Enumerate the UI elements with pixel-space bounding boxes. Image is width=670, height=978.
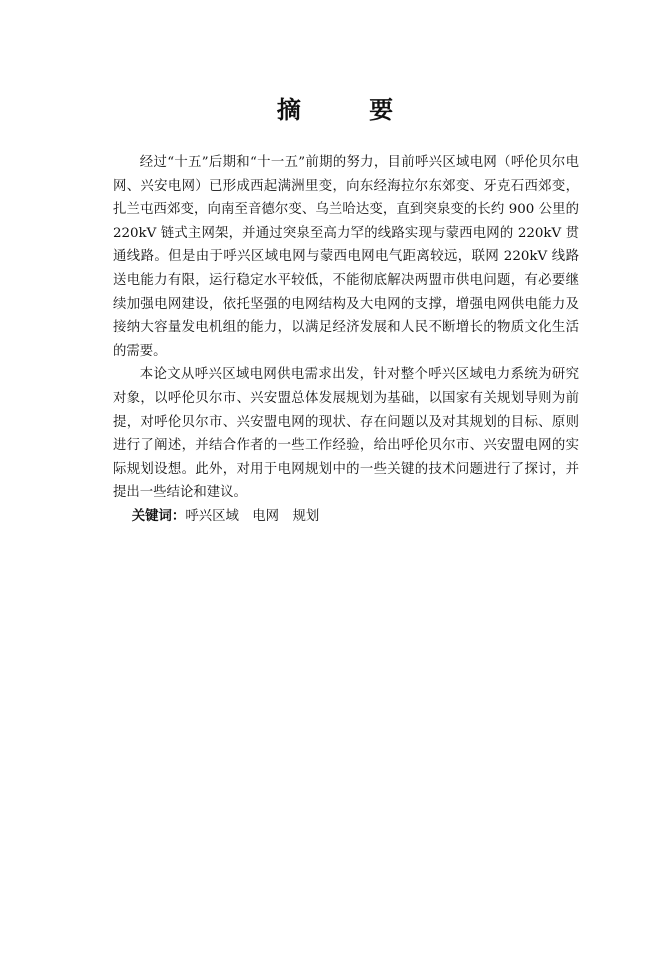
keywords-label: 关键词： [131, 507, 186, 524]
keyword-item: 呼兴区域 [185, 508, 239, 524]
abstract-paragraph-2: 本论文从呼兴区域电网供电需求出发，针对整个呼兴区域电力系统为研究对象，以呼伦贝尔市、兴安盟总体发展规划为基础，以国家有关规划导则为前提，对呼伦贝尔市、兴安盟电网的现状、存在问题以及对其规划的目标、原则进行了阐述，并结合作者的一些工作经验，给出呼伦贝尔市、兴安盟电网的实际规划设想。此外，对用于电网规划中的一些关键的技术问题进行了探讨，并提出一些结论和建议。 [113, 367, 579, 501]
abstract-title: 摘 要 [276, 96, 424, 124]
keyword-item: 规划 [292, 508, 320, 524]
keyword-item: 电网 [252, 508, 280, 524]
keywords-line [113, 505, 579, 529]
abstract-body [113, 151, 579, 529]
abstract-paragraph-1: 经过“十五”后期和“十一五”前期的努力，目前呼兴区域电网（呼伦贝尔电网、兴安电网）已形成西起满洲里变，向东经海拉尔东郊变、牙克石西郊变，扎兰屯西郊变，向南至音德尔变、乌兰哈达变，直到突泉变的长约 900 公里的 220kV 链式主网架，并通过突泉至高力罕的线路实现与蒙西电网的 220kV 贯通线路。但是由于呼兴区域电网与蒙西电网电气距离较远，联网 220kV 线路送电能力有限，运行稳定水平较低，不能彻底解决两盟市供电问题，有必要继续加强电网建设，依托坚强的电网结构及大电网的支撑，增强电网供电能力及接纳大容量发电机组的能力，以满足经济发展和人民不断增长的物质文化生活的需要。 [113, 155, 579, 359]
